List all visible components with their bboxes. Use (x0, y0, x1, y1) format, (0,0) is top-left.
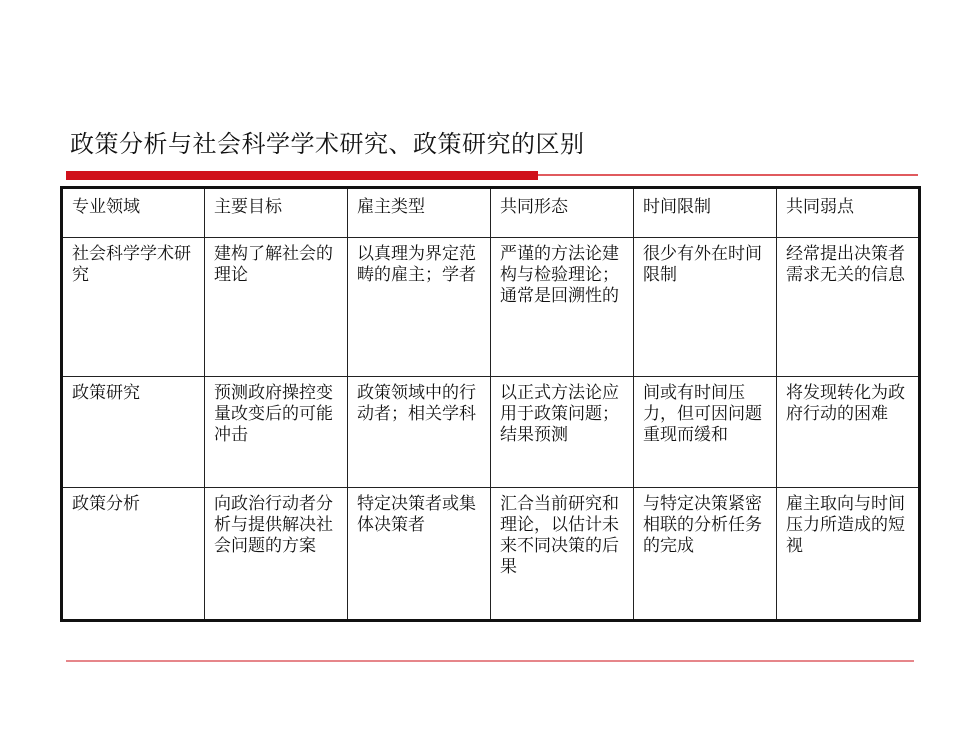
header-goal: 主要目标 (205, 188, 348, 238)
table-cell: 间或有时间压力，但可因问题重现而缓和 (634, 377, 777, 488)
table-row (62, 238, 920, 377)
table-cell: 很少有外在时间限制 (634, 238, 777, 377)
table-cell: 将发现转化为政府行动的困难 (777, 377, 920, 488)
header-time-limit: 时间限制 (634, 188, 777, 238)
table-row (62, 488, 920, 621)
title-underline-bar (66, 171, 538, 180)
footer-divider (66, 660, 914, 662)
table-cell: 特定决策者或集体决策者 (348, 488, 491, 621)
table-cell: 以正式方法论应用于政策问题；结果预测 (491, 377, 634, 488)
table-cell: 以真理为界定范畴的雇主；学者 (348, 238, 491, 377)
comparison-table (60, 186, 921, 622)
table-cell: 雇主取向与时间压力所造成的短视 (777, 488, 920, 621)
slide-title: 政策分析与社会科学学术研究、政策研究的区别 (70, 130, 585, 158)
table-cell: 建构了解社会的理论 (205, 238, 348, 377)
header-employer: 雇主类型 (348, 188, 491, 238)
table-cell: 汇合当前研究和理论，以估计未来不同决策的后果 (491, 488, 634, 621)
header-form: 共同形态 (491, 188, 634, 238)
table-cell: 严谨的方法论建构与检验理论；通常是回溯性的 (491, 238, 634, 377)
table-cell: 政策研究 (62, 377, 205, 488)
table-row (62, 377, 920, 488)
header-field: 专业领域 (62, 188, 205, 238)
table-cell: 政策领域中的行动者；相关学科 (348, 377, 491, 488)
title-underline-line (538, 174, 918, 176)
table-cell: 与特定决策紧密相联的分析任务的完成 (634, 488, 777, 621)
header-weakness: 共同弱点 (777, 188, 920, 238)
table-header-row (62, 188, 920, 238)
table-cell: 经常提出决策者需求无关的信息 (777, 238, 920, 377)
table-cell: 政策分析 (62, 488, 205, 621)
table-cell: 向政治行动者分析与提供解决社会问题的方案 (205, 488, 348, 621)
table-cell: 社会科学学术研究 (62, 238, 205, 377)
table-cell: 预测政府操控变量改变后的可能冲击 (205, 377, 348, 488)
